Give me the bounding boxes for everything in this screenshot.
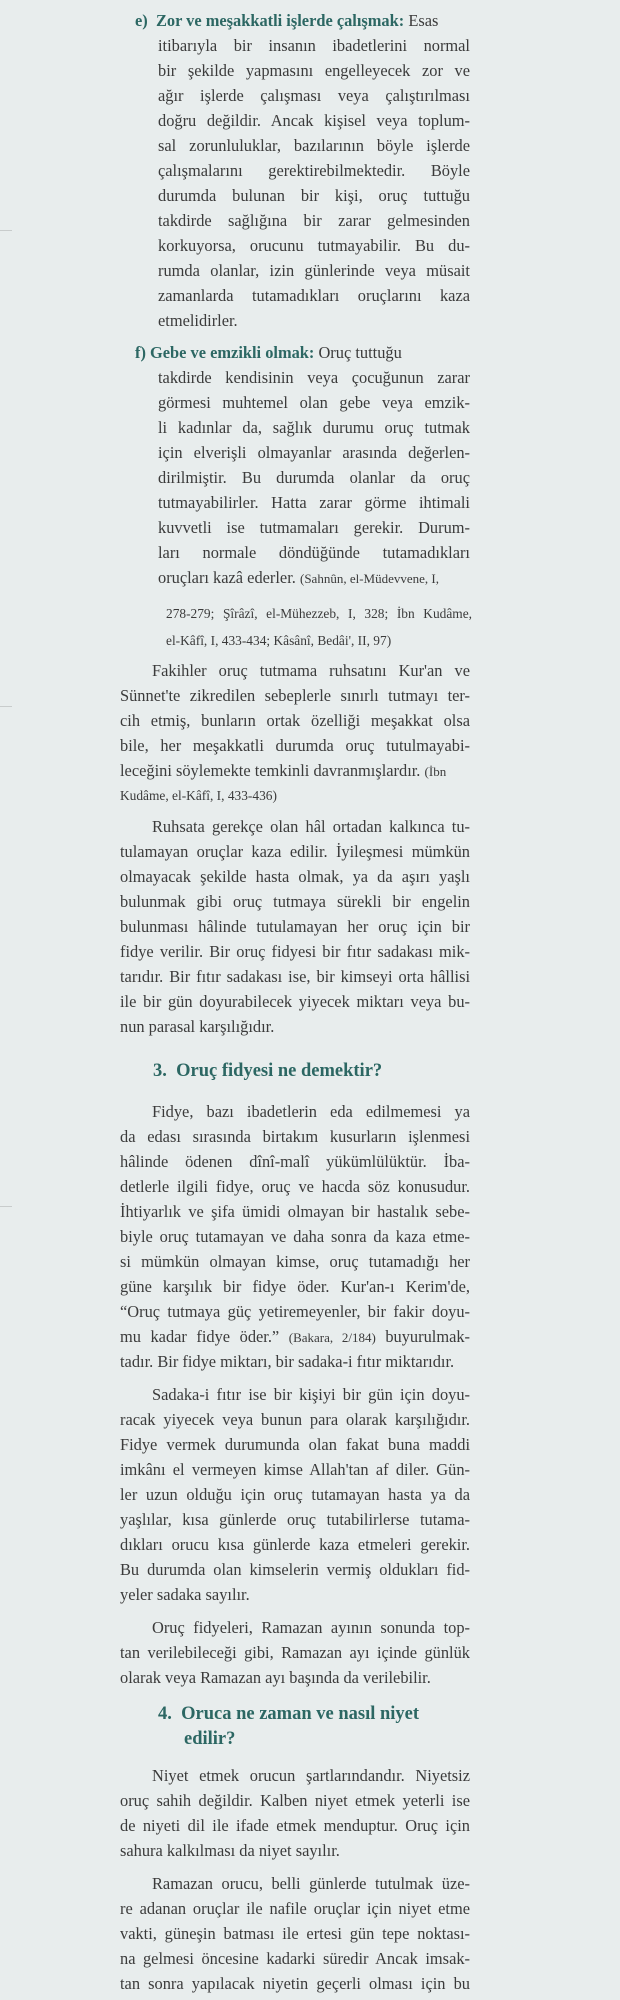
text-line: ları normale döndüğünde tutamadıkları bbox=[158, 543, 470, 562]
text-line: doğru değildir. Ancak kişisel veya toplum- bbox=[158, 111, 470, 130]
text-line: Sünnet'te zikredilen sebeplerle sınırlı tutmayı ter- bbox=[120, 686, 470, 705]
text-line: bulunması hâlinde tutulamayan her oruç için bir bbox=[120, 917, 470, 936]
text-line: nun parasal karşılığıdır. bbox=[120, 1017, 275, 1036]
text-line: na gelmesi öncesine kadarki süredir Ancak imsak- bbox=[120, 1949, 470, 1968]
text-line: kuvvetli ise tutmamaları gerekir. Durum- bbox=[158, 518, 470, 537]
text-line: hâlinde ödenen dînî-malî yükümlülüktür. İba- bbox=[120, 1152, 470, 1171]
list-item-title: Gebe ve emzikli olmak: bbox=[150, 343, 315, 362]
text-line: itibarıyla bir insanın ibadetlerini normal bbox=[158, 36, 470, 55]
text-line: Fidye, bazı ibadetlerin eda edilmemesi ya bbox=[152, 1102, 470, 1121]
text-line: sal zorunluluklar, bazılarının böyle işlerde bbox=[158, 136, 470, 155]
text-line: takdirde kendisinin veya çocuğunun zarar bbox=[158, 368, 470, 387]
text-line: çalışmalarını gerektirebilmektedir. Böyle bbox=[158, 161, 470, 180]
text-line: Bu durumda olan kimselerin vermiş oldukları fid- bbox=[120, 1560, 470, 1579]
text-line: cih etmiş, bunların ortak özelliği meşakkat olsa bbox=[120, 711, 470, 730]
list-item-first-line bbox=[135, 10, 438, 32]
text-line: tarıdır. Bir fıtır sadakası ise, bir kimseyi orta hâllisi bbox=[120, 967, 470, 986]
text-line: korkuyorsa, orucunu tutmayabilir. Bu du- bbox=[158, 236, 470, 255]
text-line: tutmayabilirler. Hatta zarar görme ihtimali bbox=[158, 493, 470, 512]
text-line: tan verilebileceği gibi, Ramazan ayı içinde günlük bbox=[120, 1643, 470, 1662]
text-line: de niyeti dil ile ifade etmek menduptur. Oruç için bbox=[120, 1816, 470, 1835]
heading-text: Oruç fidyesi ne demektir? bbox=[176, 1061, 383, 1081]
text-line: “Oruç tutmaya güç yetiremeyenler, bir fakir doyu- bbox=[120, 1302, 470, 1321]
margin-mark bbox=[0, 706, 12, 707]
text-line: zamanlarda tutamadıkları oruçlarını kaza bbox=[158, 286, 470, 305]
text-line: olarak veya Ramazan ayı başında da verilebilir. bbox=[120, 1668, 431, 1687]
text-line: li kadınlar da, sağlık durumu oruç tutmak bbox=[158, 418, 470, 437]
text-line: Sadaka-i fıtır ise bir kişiyi bir gün için doyu- bbox=[152, 1385, 470, 1404]
text-line: tan sonra yapılacak niyetin geçerli olması için bu bbox=[120, 1974, 470, 1993]
margin-mark bbox=[0, 1206, 12, 1207]
citation: 278-279; Şîrâzî, el-Mühezzeb, I, 328; İbn Kudâme, bbox=[166, 606, 472, 621]
text-line: yaşlılar, kısa günlerde oruç tutabilirlerse tutama- bbox=[120, 1510, 470, 1529]
text-line: takdirde sağlığına bir zarar gelmesinden bbox=[158, 211, 470, 230]
text-line: dıkları orucu kısa günlerde kaza etmeleri gerekir. bbox=[120, 1535, 470, 1554]
text-run: oruçları kazâ ederler. bbox=[158, 568, 296, 587]
text-line: ler uzun olduğu için oruç tutamayan hasta ya da bbox=[120, 1485, 470, 1504]
citation: Kudâme, el-Kâfî, I, 433-436) bbox=[120, 788, 277, 803]
section-heading-continuation: edilir? bbox=[184, 1729, 236, 1749]
text-line: re adanan oruçlar ile nafile oruçlar için niyet etme bbox=[120, 1899, 470, 1918]
section-heading bbox=[153, 1058, 382, 1084]
list-marker: f) bbox=[135, 343, 146, 362]
text-line: da edası sırasında birtakım kusurların işlenmesi bbox=[120, 1127, 470, 1146]
text-run: mu kadar fidye öder.” bbox=[120, 1327, 280, 1346]
text-line bbox=[158, 567, 439, 590]
text-line: güne karşılık bir fidye öder. Kur'an-ı Kerim'de, bbox=[120, 1277, 470, 1296]
text-line: rumda olanlar, izin günlerinde veya müsait bbox=[158, 261, 470, 280]
text-line: için elverişli olmayanlar arasında değerlen- bbox=[158, 443, 470, 462]
citation: (Sahnûn, el-Müdevvene, I, bbox=[299, 571, 439, 586]
text-line: dirilmiştir. Bu durumda olanlar da oruç bbox=[158, 468, 470, 487]
text-line: vakti, güneşin batması ile ertesi gün tepe noktası- bbox=[120, 1924, 470, 1943]
text-line: oruç sahih değildir. Kalben niyet etmek yeterli ise bbox=[120, 1791, 470, 1810]
heading-number: 4. bbox=[158, 1704, 172, 1724]
text-line: yeler sadaka sayılır. bbox=[120, 1585, 250, 1604]
heading-number: 3. bbox=[153, 1061, 167, 1081]
text-run: Esas bbox=[404, 11, 439, 30]
text-run: leceğini söylemekte temkinli davranmışlardır. bbox=[120, 761, 421, 780]
heading-text: Oruca ne zaman ve nasıl niyet bbox=[181, 1704, 420, 1724]
citation: (Bakara, 2/184) bbox=[288, 1330, 376, 1345]
list-item-first-line bbox=[135, 342, 402, 364]
text-line: si mümkün olmayan kimse, oruç tutamadığı her bbox=[120, 1252, 470, 1271]
text-line: Fakihler oruç tutmama ruhsatını Kur'an ve bbox=[152, 661, 470, 680]
text-line: tadır. Bir fidye miktarı, bir sadaka-i fıtır miktarıdır. bbox=[120, 1352, 455, 1371]
text-line bbox=[120, 760, 446, 783]
text-run: buyurulmak- bbox=[385, 1327, 470, 1346]
list-item-title: Zor ve meşakkatli işlerde çalışmak: bbox=[155, 11, 405, 30]
text-line: etmelidirler. bbox=[158, 311, 238, 330]
list-marker: e) bbox=[135, 11, 148, 30]
citation: (İbn bbox=[424, 764, 447, 779]
text-line bbox=[120, 1326, 470, 1349]
text-line: fidye verilir. Bir oruç fidyesi bir fıtır sadakası mik- bbox=[120, 942, 470, 961]
text-line: Ramazan orucu, belli günlerde tutulmak üze- bbox=[152, 1874, 470, 1893]
text-run: Oruç tuttuğu bbox=[314, 343, 402, 362]
text-line: tulamayan oruçlar kaza edilir. İyileşmesi mümkün bbox=[120, 842, 470, 861]
text-line: bir şekilde yapmasını engelleyecek zor ve bbox=[158, 61, 470, 80]
text-line: görmesi muhtemel olan gebe veya emzik- bbox=[158, 393, 470, 412]
section-heading bbox=[158, 1701, 419, 1727]
text-line: Niyet etmek orucun şartlarındandır. Niyetsiz bbox=[152, 1766, 470, 1785]
text-line: Fidye vermek durumunda olan fakat buna maddi bbox=[120, 1435, 470, 1454]
citation: el-Kâfî, I, 433-434; Kâsânî, Bedâi', II, 97) bbox=[166, 633, 392, 648]
text-line: bile, her meşakkatli durumda oruç tutulmayabi- bbox=[120, 736, 470, 755]
text-line: İhtiyarlık ve şifa ümidi olmayan bir hastalık sebe- bbox=[120, 1202, 470, 1221]
text-line: Oruç fidyeleri, Ramazan ayının sonunda top- bbox=[152, 1618, 470, 1637]
text-line: bulunmak gibi oruç tutmaya sürekli bir engelin bbox=[120, 892, 470, 911]
text-line: ağır işlerde çalışması veya çalıştırılması bbox=[158, 86, 470, 105]
text-line: olmayacak şekilde hasta olmak, ya da aşırı yaşlı bbox=[120, 867, 470, 886]
text-line: imkânı el vermeyen kimse Allah'tan af diler. Gün- bbox=[120, 1460, 470, 1479]
text-line: ile bir gün doyurabilecek yiyecek miktarı veya bu- bbox=[120, 992, 470, 1011]
text-line: sahura kalkılması da niyet sayılır. bbox=[120, 1841, 340, 1860]
text-line: biyle oruç tutamayan ve daha sonra da kaza etme- bbox=[120, 1227, 470, 1246]
text-line: durumda bulunan bir kişi, oruç tuttuğu bbox=[158, 186, 470, 205]
text-line: Ruhsata gerekçe olan hâl ortadan kalkınca tu- bbox=[152, 817, 470, 836]
margin-mark bbox=[0, 230, 12, 231]
text-line: detlerle ilgili fidye, oruç ve hacda söz konusudur. bbox=[120, 1177, 470, 1196]
text-line: racak yiyecek veya bunun para olarak karşılığıdır. bbox=[120, 1410, 470, 1429]
